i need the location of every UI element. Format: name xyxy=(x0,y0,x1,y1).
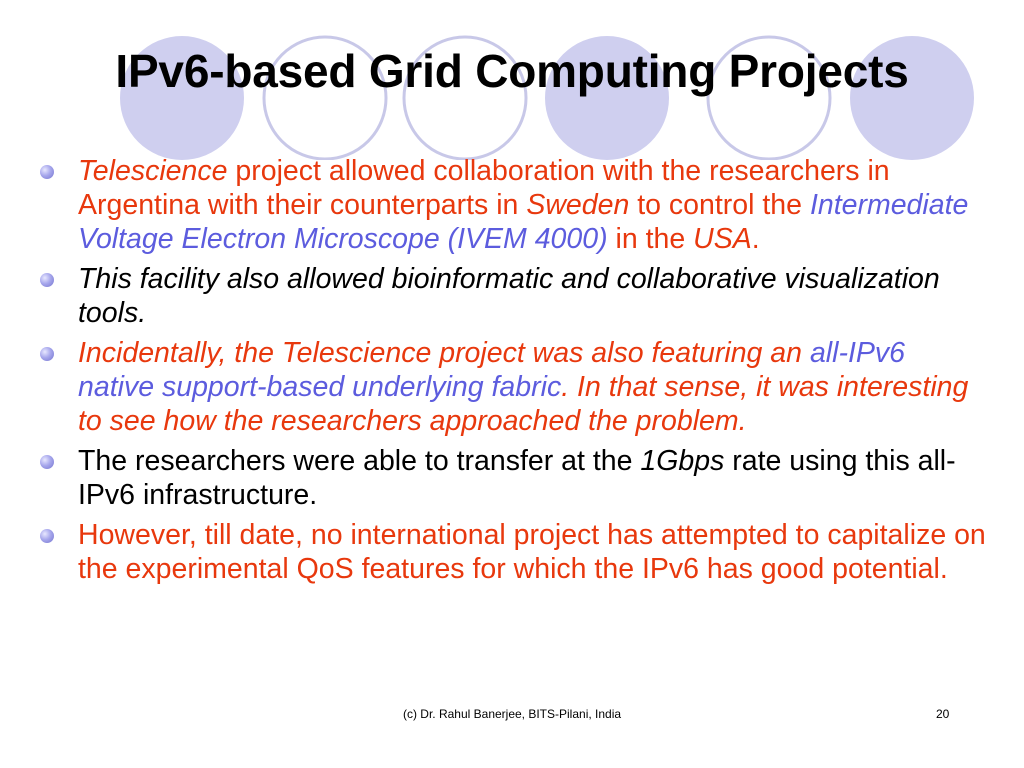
bullet-item xyxy=(36,262,986,330)
bullet-icon xyxy=(40,529,54,543)
bullet-list xyxy=(36,154,986,592)
text-segment: in the xyxy=(607,223,694,255)
bullet-item xyxy=(36,444,986,512)
bullet-item xyxy=(36,336,986,438)
bullet-icon xyxy=(40,347,54,361)
text-segment: to control the xyxy=(629,189,810,221)
bullet-icon xyxy=(40,165,54,179)
text-segment: . In that sense, it was interesting to see how the researchers approached the problem. xyxy=(78,371,969,437)
text-segment: rate using this all-IPv6 infrastructure. xyxy=(78,445,956,511)
text-segment: Telescience xyxy=(78,155,228,187)
bullet-icon xyxy=(40,455,54,469)
slide-title: IPv6-based Grid Computing Projects xyxy=(115,45,909,97)
footer-credit: (c) Dr. Rahul Banerjee, BITS-Pilani, India xyxy=(402,707,622,721)
text-segment: all-IPv6 native support-based underlying fabric xyxy=(78,337,905,403)
text-segment: . xyxy=(751,223,760,255)
bullet-icon xyxy=(40,273,54,287)
text-segment: USA xyxy=(693,223,752,255)
bullet-text xyxy=(78,445,956,511)
text-segment: 1Gbps xyxy=(640,445,725,477)
bullet-item xyxy=(36,154,986,256)
text-segment: Incidentally, the Telescience project was also featuring an xyxy=(78,337,810,369)
text-segment: Intermediate Voltage Electron Microscope (IVEM 4000) xyxy=(78,189,969,255)
text-segment: project allowed collaboration with the researchers in Argentina with their counterparts in xyxy=(78,155,890,221)
bullet-text xyxy=(78,337,968,437)
bullet-text xyxy=(78,263,940,329)
page-number: 20 xyxy=(936,707,950,721)
text-segment: However, till date, no international project has attempted to capitalize on the experimental QoS features for which the IPv6 has good potential. xyxy=(78,519,986,585)
bullet-text xyxy=(78,155,968,255)
text-segment: The researchers were able to transfer at the xyxy=(78,445,641,477)
bullet-text xyxy=(78,519,986,585)
text-segment: This facility also allowed bioinformatic and collaborative visualization tools. xyxy=(78,263,940,329)
text-segment: Sweden xyxy=(526,189,630,221)
bullet-item xyxy=(36,518,986,586)
